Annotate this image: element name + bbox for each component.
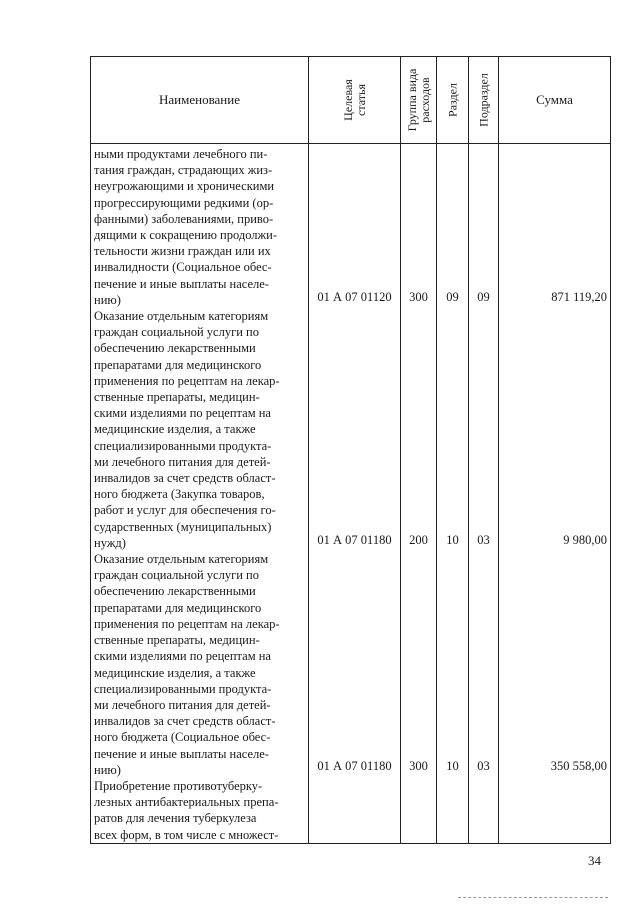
row-2-subsection: 03 — [477, 759, 490, 773]
row-2-line-11: ного бюджета (Социальное обес- — [94, 730, 271, 745]
row-0-line-8: печение и иные выплаты населе- — [94, 276, 269, 291]
row-2-line-0: Оказание отдельным категориям — [94, 552, 269, 567]
row-0-target: 01 А 07 01120 — [317, 290, 392, 304]
row-2-line-5: ственные препараты, медицин- — [94, 633, 260, 648]
row-1-section: 10 — [446, 533, 459, 547]
header-section — [437, 57, 469, 144]
header-target-line2: статья — [353, 84, 368, 116]
sum-column-cell — [499, 144, 611, 844]
row-1-line-6: скими изделиями по рецептам на — [94, 406, 271, 421]
row-2-line-6: скими изделиями по рецептам на — [94, 649, 271, 664]
row-2-line-9: ми лечебного питания для детей- — [94, 697, 271, 712]
row-1-line-1: граждан социальной услуги по — [94, 325, 259, 340]
row-1-line-9: ми лечебного питания для детей- — [94, 454, 271, 469]
row-1-sum: 9 980,00 — [563, 533, 607, 547]
group-column-cell — [401, 144, 437, 844]
header-group-line2: расходов — [417, 77, 432, 123]
target-column-cell — [309, 144, 401, 844]
row-2-sum: 350 558,00 — [550, 759, 607, 773]
header-name: Наименование — [91, 57, 309, 144]
row-1-line-10: инвалидов за счет средств област- — [94, 471, 276, 486]
row-1-subsection: 03 — [477, 533, 490, 547]
row-3-line-0: Приобретение противотуберку- — [94, 778, 263, 793]
row-0-line-0: ными продуктами лечебного пи- — [94, 147, 268, 161]
row-0-line-2: неугрожающими и хроническими — [94, 179, 275, 194]
header-target — [309, 57, 401, 144]
row-0-line-6: тельности жизни граждан или их — [94, 244, 271, 259]
row-1-line-4: применения по рецептам на лекар- — [94, 373, 280, 388]
row-2-section: 10 — [446, 759, 459, 773]
row-1-group: 200 — [409, 533, 428, 547]
header-sum: Сумма — [499, 57, 611, 144]
row-2-line-8: специализированными продукта- — [94, 681, 272, 696]
row-0-group: 300 — [409, 290, 428, 304]
row-0-line-3: прогрессирующими редкими (ор- — [94, 195, 274, 210]
row-2-line-1: граждан социальной услуги по — [94, 568, 259, 583]
row-0-section: 09 — [446, 290, 459, 304]
row-3-line-2: ратов для лечения туберкулеза — [94, 811, 257, 826]
section-column-cell — [437, 144, 469, 844]
row-2-line-3: препаратами для медицинского — [94, 600, 262, 615]
table-body-row — [91, 144, 611, 844]
row-0-line-9: нию) — [94, 292, 121, 307]
row-1-line-7: медицинские изделия, а также — [94, 422, 256, 437]
row-2-line-4: применения по рецептам на лекар- — [94, 616, 280, 631]
header-section-label: Раздел — [445, 83, 459, 117]
row-1-line-8: специализированными продукта- — [94, 438, 272, 453]
row-1-target: 01 А 07 01180 — [317, 533, 392, 547]
row-2-target: 01 А 07 01180 — [317, 759, 392, 773]
header-group-line1: Группа вида — [404, 68, 419, 132]
row-0-line-4: фанными) заболеваниями, приво- — [94, 211, 274, 226]
row-0-line-1: тания граждан, страдающих жиз- — [94, 163, 273, 178]
row-0-subsection: 09 — [477, 290, 490, 304]
row-0-line-5: дящими к сокращению продолжи- — [94, 228, 278, 243]
row-1-line-3: препаратами для медицинского — [94, 357, 262, 372]
row-2-line-2: обеспечению лекарственными — [94, 584, 256, 599]
row-1-line-5: ственные препараты, медицин- — [94, 390, 260, 405]
footer-divider — [458, 897, 608, 899]
row-2-line-7: медицинские изделия, а также — [94, 665, 256, 680]
row-1-line-0: Оказание отдельным категориям — [94, 309, 269, 324]
row-2-line-12: печение и иные выплаты населе- — [94, 746, 269, 761]
row-3-line-3: всех форм, в том числе с множест- — [94, 827, 279, 842]
row-1-line-2: обеспечению лекарственными — [94, 341, 256, 356]
row-2-group: 300 — [409, 759, 428, 773]
header-group — [401, 57, 437, 144]
row-1-line-13: сударственных (муниципальных) — [94, 519, 272, 534]
header-subsection-label: Подраздел — [476, 73, 490, 127]
budget-table — [90, 56, 611, 844]
name-column-cell — [91, 144, 309, 844]
row-2-line-10: инвалидов за счет средств област- — [94, 714, 276, 729]
row-1-line-12: работ и услуг для обеспечения го- — [94, 503, 276, 518]
row-1-line-11: ного бюджета (Закупка товаров, — [94, 487, 265, 502]
header-subsection — [469, 57, 499, 144]
row-3-line-1: лезных антибактериальных препа- — [94, 795, 279, 810]
row-0-sum: 871 119,20 — [551, 290, 607, 304]
page-number: 34 — [588, 853, 601, 868]
table-header-row — [91, 57, 611, 144]
row-0-line-7: инвалидности (Социальное обес- — [94, 260, 272, 275]
row-1-line-14: нужд) — [94, 535, 126, 550]
row-2-line-13: нию) — [94, 762, 121, 777]
header-target-line1: Целевая — [340, 79, 355, 121]
subsection-column-cell — [469, 144, 499, 844]
